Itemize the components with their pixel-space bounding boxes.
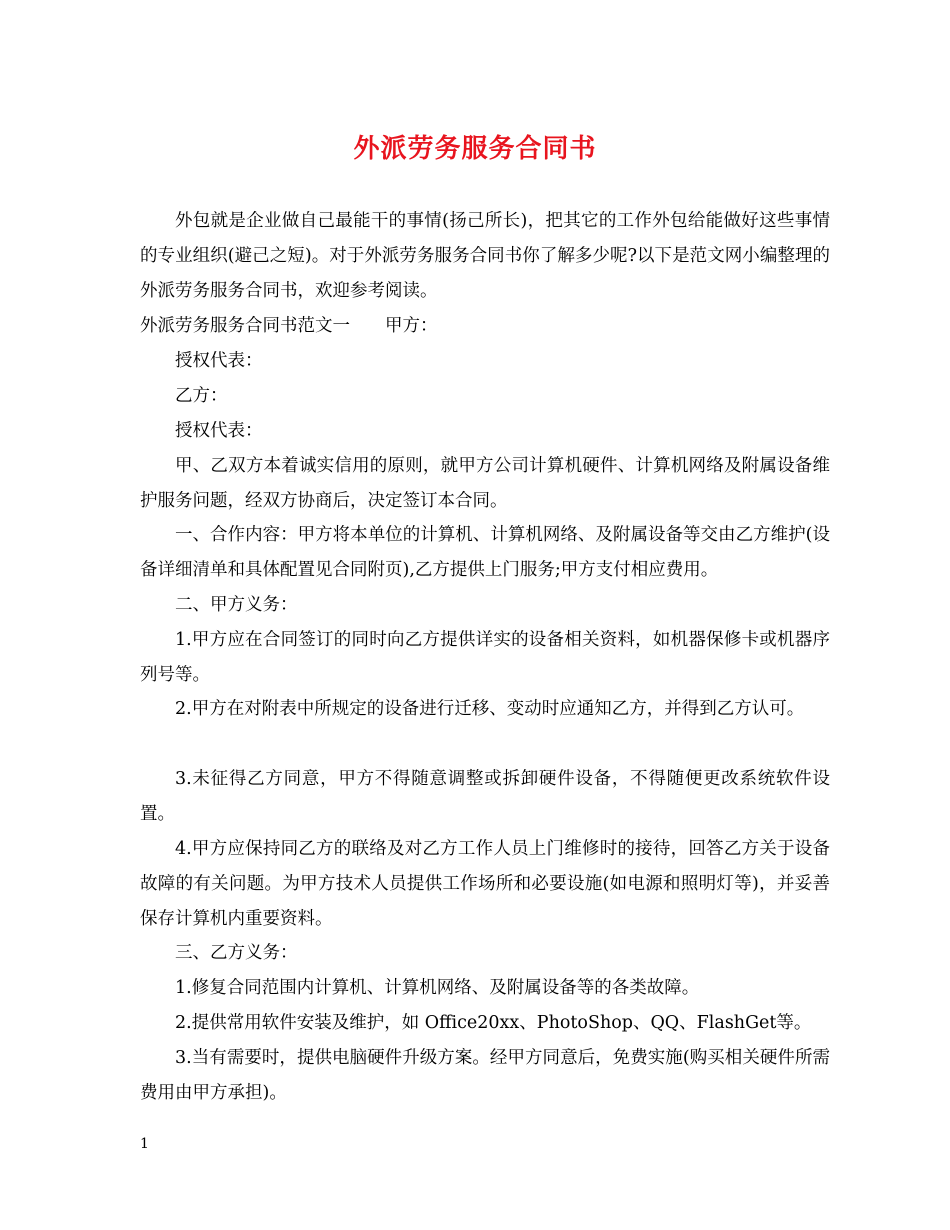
party-b-duty-1: 1.修复合同范围内计算机、计算机网络、及附属设备等的各类故障。: [175, 978, 700, 998]
section-cooperation: 一、合作内容：甲方将本单位的计算机、计算机网络、及附属设备等交由乙方维护(设备详细清单和具体配置见合同附页),乙方提供上门服务;甲方支付相应费用。: [140, 525, 830, 580]
party-a-duty-4: 4.甲方应保持同乙方的联络及对乙方工作人员上门维修时的接待，回答乙方关于设备故障的有关问题。为甲方技术人员提供工作场所和必要设施(如电源和照明灯等)，并妥善保存计算机内重要资料。: [140, 839, 830, 929]
page-number: 1: [140, 1136, 149, 1152]
party-a-duty-3: 3.未征得乙方同意，甲方不得随意调整或拆卸硬件设备，不得随便更改系统软件设置。: [140, 769, 830, 824]
party-a-duty-2: 2.甲方在对附表中所规定的设备进行迁移、变动时应通知乙方，并得到乙方认可。: [175, 699, 805, 719]
section-party-a-duties: 二、甲方义务：: [175, 595, 298, 615]
party-a-duty-1: 1.甲方应在合同签订的同时向乙方提供详实的设备相关资料，如机器保修卡或机器序列号等。: [140, 630, 830, 685]
party-b-line: 乙方：: [175, 386, 228, 406]
party-a-representative: 授权代表：: [175, 351, 263, 371]
preamble-paragraph: 甲、乙双方本着诚实信用的原则，就甲方公司计算机硬件、计算机网络及附属设备维护服务问题，经双方协商后，决定签订本合同。: [140, 456, 830, 511]
party-b-representative: 授权代表：: [175, 421, 263, 441]
party-b-duty-2: 2.提供常用软件安装及维护，如 Office20xx、PhotoShop、QQ、FlashGet等。: [175, 1013, 812, 1033]
contract-heading-party-a: 外派劳务服务合同书范文一 甲方：: [140, 316, 438, 336]
document-title: 外派劳务服务合同书: [353, 134, 597, 164]
party-b-duty-3: 3.当有需要时，提供电脑硬件升级方案。经甲方同意后，免费实施(购买相关硬件所需费用由甲方承担)。: [140, 1048, 830, 1103]
section-party-b-duties: 三、乙方义务：: [175, 943, 298, 963]
intro-paragraph: 外包就是企业做自己最能干的事情(扬己所长)，把其它的工作外包给能做好这些事情的专业组织(避己之短)。对于外派劳务服务合同书你了解多少呢?以下是范文网小编整理的外派劳务服务合同书，欢迎参考阅读。: [140, 211, 830, 301]
